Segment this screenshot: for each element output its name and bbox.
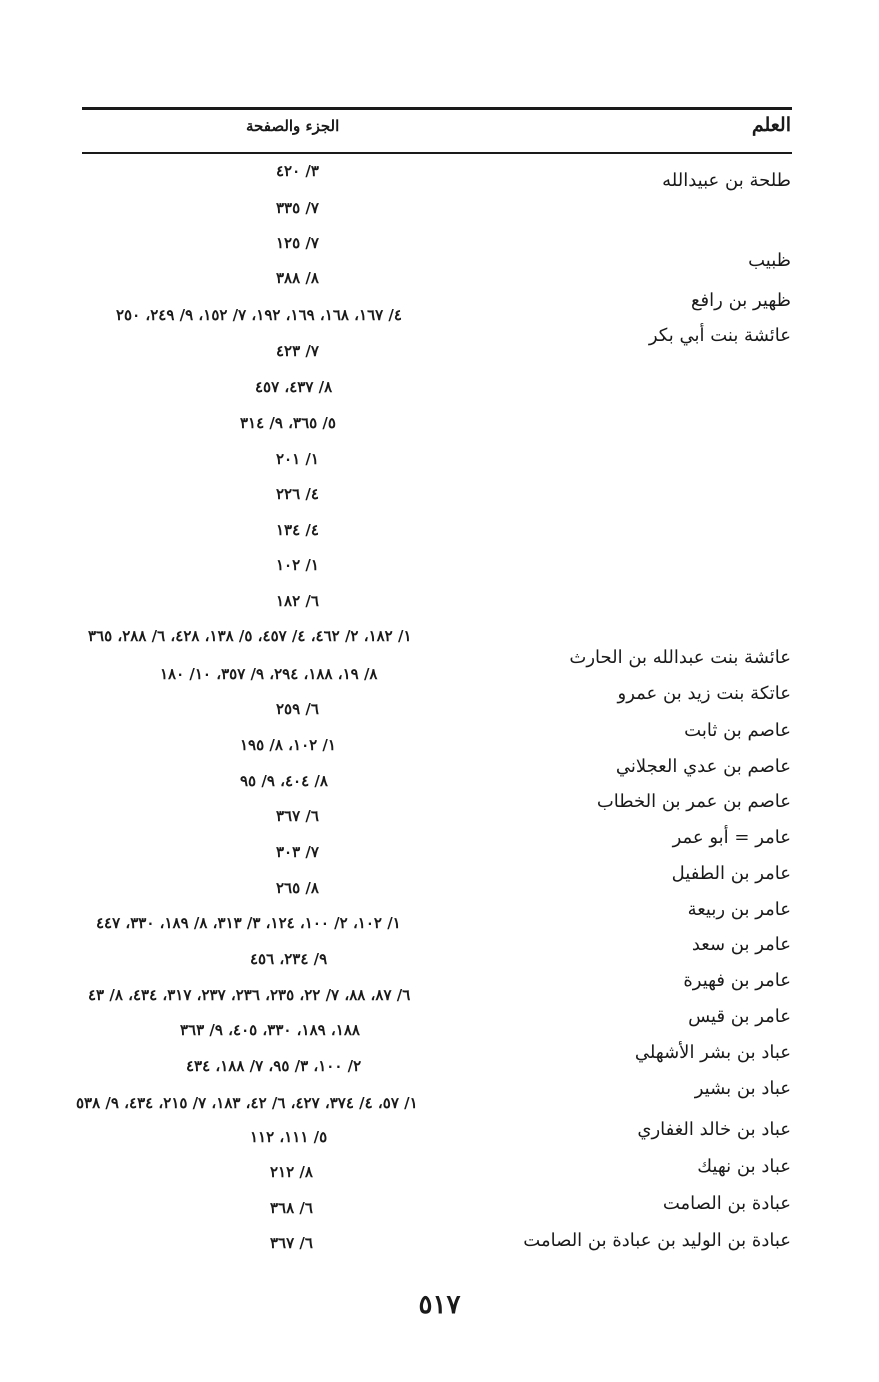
page-number: ٥١٧ bbox=[418, 1290, 461, 1320]
page-ref: ١/ ١٠٢ bbox=[276, 556, 319, 574]
page-ref: ٤/ ١٣٤ bbox=[276, 521, 319, 539]
page-ref: ١/ ٢٠١ bbox=[276, 450, 319, 468]
page-ref: ١/ ٥٧، ٤/ ٣٧٤، ٤٢٧، ٦/ ٤٢، ١٨٣، ٧/ ٢١٥، ٤٣٤، ٩/ ٥٣٨ bbox=[76, 1094, 418, 1112]
page-ref: ١/ ١٠٢، ٢/ ١٠٠، ١٢٤، ٣/ ٣١٣، ٨/ ١٨٩، ٣٣٠، ٤٤٧ bbox=[96, 914, 401, 932]
page-ref: ٧/ ٣٠٣ bbox=[276, 843, 319, 861]
index-entry: عباد بن بشر الأشهلي bbox=[634, 1042, 791, 1063]
page-ref: ٨/ ١٩، ١٨٨، ٢٩٤، ٩/ ٣٥٧، ١٠/ ١٨٠ bbox=[160, 665, 378, 683]
page-ref: ٦/ ١٨٢ bbox=[276, 592, 319, 610]
page-ref: ٤/ ١٦٧، ١٦٨، ١٦٩، ١٩٢، ٧/ ١٥٢، ٩/ ٢٤٩، ٢٥٠ bbox=[116, 306, 402, 324]
page-ref: ٢/ ١٠٠، ٣/ ٩٥، ٧/ ١٨٨، ٤٣٤ bbox=[186, 1057, 362, 1075]
page-ref: ١٨٨، ١٨٩، ٣٣٠، ٤٠٥، ٩/ ٣٦٣ bbox=[180, 1021, 360, 1039]
top-rule bbox=[82, 107, 792, 110]
index-entry: عائشة بنت أبي بكر bbox=[648, 325, 791, 346]
page-ref: ٦/ ٢٥٩ bbox=[276, 700, 319, 718]
index-entry: عامر بن ربيعة bbox=[687, 899, 791, 920]
page-ref: ٣/ ٤٢٠ bbox=[276, 162, 319, 180]
index-entry: عاتكة بنت زيد بن عمرو bbox=[617, 683, 791, 704]
page-ref: ٨/ ٢١٢ bbox=[270, 1163, 313, 1181]
page-ref: ٨/ ٢٦٥ bbox=[276, 879, 319, 897]
page-ref: ٦/ ٨٧، ٨٨، ٧/ ٢٢، ٢٣٥، ٢٣٦، ٢٣٧، ٣١٧، ٤٣٤، ٨/ ٤٣ bbox=[88, 986, 411, 1004]
index-entry: ظبيب bbox=[748, 250, 791, 271]
index-entry: ظهير بن رافع bbox=[690, 290, 791, 311]
index-entry: عاصم بن عمر بن الخطاب bbox=[596, 791, 791, 812]
index-entry: عامر بن الطفيل bbox=[671, 863, 791, 884]
page-ref: ٨/ ٣٨٨ bbox=[276, 269, 319, 287]
index-entry: عامر بن فهيرة bbox=[683, 970, 791, 991]
index-entry: عائشة بنت عبدالله بن الحارث bbox=[569, 647, 791, 668]
index-entry: عامر بن سعد bbox=[691, 934, 791, 955]
page-ref: ٨/ ٤٣٧، ٤٥٧ bbox=[255, 378, 333, 396]
page-ref: ٩/ ٢٣٤، ٤٥٦ bbox=[250, 950, 328, 968]
index-entry: عامر بن قيس bbox=[688, 1006, 791, 1027]
page-ref: ٧/ ٤٢٣ bbox=[276, 342, 319, 360]
index-entry: عبادة بن الوليد بن عبادة بن الصامت bbox=[523, 1230, 791, 1251]
index-entry: عاصم بن عدي العجلاني bbox=[615, 756, 791, 777]
column-header-name: العلم bbox=[751, 114, 791, 136]
page-ref: ٦/ ٣٦٨ bbox=[270, 1199, 313, 1217]
index-entry: عاصم بن ثابت bbox=[684, 720, 791, 741]
page-ref: ٦/ ٣٦٧ bbox=[270, 1234, 313, 1252]
index-entry: عباد بن بشير bbox=[694, 1078, 791, 1099]
page-ref: ٧/ ١٢٥ bbox=[276, 234, 319, 252]
index-entry: عباد بن خالد الغفاري bbox=[637, 1119, 791, 1140]
index-entry: طلحة بن عبيدالله bbox=[662, 170, 791, 191]
page-ref: ٨/ ٤٠٤، ٩/ ٩٥ bbox=[240, 772, 328, 790]
page-ref: ٥/ ٣٦٥، ٩/ ٣١٤ bbox=[240, 414, 336, 432]
page-ref: ١/ ١٠٢، ٨/ ١٩٥ bbox=[240, 736, 336, 754]
header-rule bbox=[82, 152, 792, 154]
index-entry: عباد بن نهيك bbox=[697, 1156, 791, 1177]
page-ref: ٦/ ٣٦٧ bbox=[276, 807, 319, 825]
page-ref: ١/ ١٨٢، ٢/ ٤٦٢، ٤/ ٤٥٧، ٥/ ١٣٨، ٤٢٨، ٦/ ٢٨٨، ٣٦٥ bbox=[88, 627, 412, 645]
page-ref: ٥/ ١١١، ١١٢ bbox=[250, 1128, 328, 1146]
column-header-refs: الجزء والصفحة bbox=[246, 117, 340, 135]
page-ref: ٤/ ٢٢٦ bbox=[276, 485, 319, 503]
index-entry: عبادة بن الصامت bbox=[662, 1193, 791, 1214]
index-entry: عامر = أبو عمر bbox=[672, 827, 791, 848]
page-ref: ٧/ ٣٣٥ bbox=[276, 199, 319, 217]
